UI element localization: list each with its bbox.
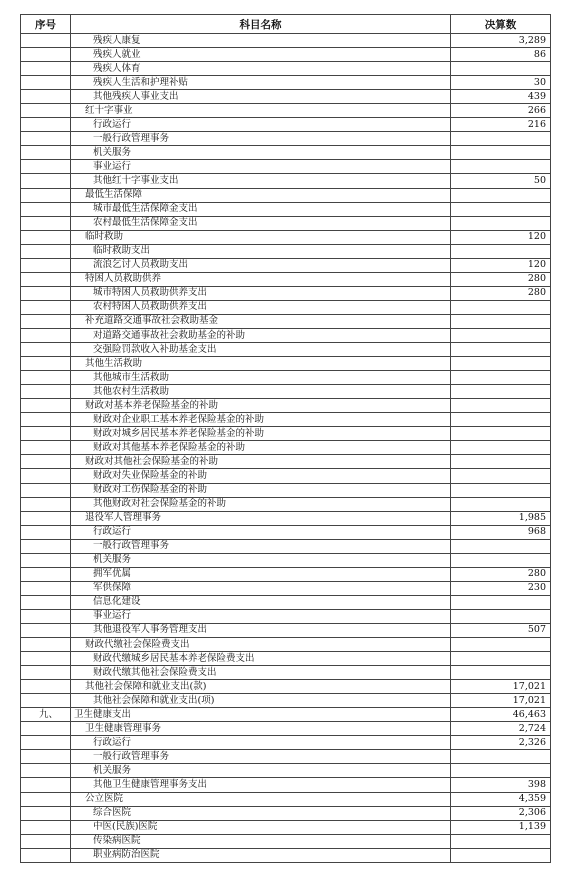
table-row bbox=[21, 525, 551, 539]
row-item-name: 机关服务 bbox=[71, 146, 451, 160]
row-amount: 120 bbox=[451, 258, 551, 272]
row-item-name: 财政对其他社会保险基金的补助 bbox=[71, 455, 451, 469]
table-row bbox=[21, 244, 551, 258]
row-index bbox=[21, 76, 71, 90]
row-item-name: 公立医院 bbox=[71, 792, 451, 806]
row-item-name: 财政对基本养老保险基金的补助 bbox=[71, 399, 451, 413]
row-item-name: 交强险罚款收入补助基金支出 bbox=[71, 343, 451, 357]
row-amount bbox=[451, 469, 551, 483]
row-index bbox=[21, 638, 71, 652]
row-item-name: 事业运行 bbox=[71, 160, 451, 174]
row-amount bbox=[451, 413, 551, 427]
row-index bbox=[21, 160, 71, 174]
row-index: 九、 bbox=[21, 708, 71, 722]
row-index bbox=[21, 90, 71, 104]
row-item-name: 对道路交通事故社会救助基金的补助 bbox=[71, 328, 451, 342]
table-row bbox=[21, 62, 551, 76]
row-index bbox=[21, 371, 71, 385]
row-item-name: 职业病防治医院 bbox=[71, 848, 451, 862]
row-item-name: 财政代缴城乡居民基本养老保险费支出 bbox=[71, 652, 451, 666]
budget-table bbox=[20, 14, 551, 863]
table-row bbox=[21, 623, 551, 637]
row-item-name: 残疾人体育 bbox=[71, 62, 451, 76]
row-index bbox=[21, 314, 71, 328]
table-row bbox=[21, 104, 551, 118]
table-row bbox=[21, 385, 551, 399]
row-amount bbox=[451, 385, 551, 399]
row-item-name: 其他城市生活救助 bbox=[71, 371, 451, 385]
row-item-name: 财政代缴社会保险费支出 bbox=[71, 638, 451, 652]
row-index bbox=[21, 750, 71, 764]
table-row bbox=[21, 806, 551, 820]
table-row bbox=[21, 455, 551, 469]
row-index bbox=[21, 34, 71, 48]
row-item-name: 军供保障 bbox=[71, 581, 451, 595]
table-row bbox=[21, 118, 551, 132]
row-amount: 120 bbox=[451, 230, 551, 244]
table-row bbox=[21, 483, 551, 497]
row-index bbox=[21, 609, 71, 623]
row-amount: 2,724 bbox=[451, 722, 551, 736]
table-row bbox=[21, 146, 551, 160]
table-row bbox=[21, 553, 551, 567]
table-row bbox=[21, 90, 551, 104]
row-amount bbox=[451, 497, 551, 511]
row-amount: 17,021 bbox=[451, 680, 551, 694]
row-item-name: 残疾人生活和护理补贴 bbox=[71, 76, 451, 90]
row-item-name: 一般行政管理事务 bbox=[71, 132, 451, 146]
row-item-name: 行政运行 bbox=[71, 736, 451, 750]
row-index bbox=[21, 694, 71, 708]
row-amount: 968 bbox=[451, 525, 551, 539]
table-row bbox=[21, 778, 551, 792]
table-row bbox=[21, 48, 551, 62]
row-item-name: 临时救助支出 bbox=[71, 244, 451, 258]
table-row bbox=[21, 343, 551, 357]
row-index bbox=[21, 244, 71, 258]
table-row bbox=[21, 427, 551, 441]
row-amount bbox=[451, 609, 551, 623]
row-item-name: 特困人员救助供养 bbox=[71, 272, 451, 286]
table-row bbox=[21, 652, 551, 666]
row-index bbox=[21, 623, 71, 637]
row-item-name: 拥军优属 bbox=[71, 567, 451, 581]
table-row bbox=[21, 834, 551, 848]
header-value: 决算数 bbox=[451, 15, 551, 34]
table-row bbox=[21, 511, 551, 525]
row-item-name: 流浪乞讨人员救助支出 bbox=[71, 258, 451, 272]
row-item-name: 一般行政管理事务 bbox=[71, 750, 451, 764]
row-index bbox=[21, 62, 71, 76]
row-amount bbox=[451, 62, 551, 76]
table-row bbox=[21, 848, 551, 862]
row-amount: 46,463 bbox=[451, 708, 551, 722]
table-row bbox=[21, 497, 551, 511]
table-row bbox=[21, 820, 551, 834]
table-row bbox=[21, 638, 551, 652]
table-row bbox=[21, 174, 551, 188]
row-amount: 4,359 bbox=[451, 792, 551, 806]
row-index bbox=[21, 399, 71, 413]
table-row bbox=[21, 595, 551, 609]
row-index bbox=[21, 834, 71, 848]
row-amount bbox=[451, 357, 551, 371]
row-amount bbox=[451, 455, 551, 469]
row-amount: 1,139 bbox=[451, 820, 551, 834]
row-index bbox=[21, 258, 71, 272]
row-item-name: 其他农村生活救助 bbox=[71, 385, 451, 399]
row-item-name: 城市特困人员救助供养支出 bbox=[71, 286, 451, 300]
table-row bbox=[21, 216, 551, 230]
row-item-name: 其他社会保障和就业支出(款) bbox=[71, 680, 451, 694]
row-amount bbox=[451, 427, 551, 441]
row-index bbox=[21, 680, 71, 694]
row-amount bbox=[451, 300, 551, 314]
table-row bbox=[21, 230, 551, 244]
row-amount bbox=[451, 483, 551, 497]
row-index bbox=[21, 188, 71, 202]
row-amount bbox=[451, 202, 551, 216]
row-item-name: 机关服务 bbox=[71, 764, 451, 778]
row-index bbox=[21, 525, 71, 539]
row-index bbox=[21, 118, 71, 132]
row-item-name: 农村特困人员救助供养支出 bbox=[71, 300, 451, 314]
row-index bbox=[21, 778, 71, 792]
table-row bbox=[21, 399, 551, 413]
row-index bbox=[21, 764, 71, 778]
table-row bbox=[21, 750, 551, 764]
table-row bbox=[21, 539, 551, 553]
table-row bbox=[21, 328, 551, 342]
table-row bbox=[21, 581, 551, 595]
row-item-name: 财政对企业职工基本养老保险基金的补助 bbox=[71, 413, 451, 427]
row-index bbox=[21, 230, 71, 244]
row-index bbox=[21, 553, 71, 567]
row-amount bbox=[451, 750, 551, 764]
row-amount: 50 bbox=[451, 174, 551, 188]
table-row bbox=[21, 188, 551, 202]
row-amount bbox=[451, 553, 551, 567]
table-row bbox=[21, 357, 551, 371]
table-header-row bbox=[21, 15, 551, 34]
table-row bbox=[21, 736, 551, 750]
row-amount: 507 bbox=[451, 623, 551, 637]
table-row bbox=[21, 694, 551, 708]
row-amount bbox=[451, 343, 551, 357]
row-item-name: 行政运行 bbox=[71, 525, 451, 539]
row-index bbox=[21, 666, 71, 680]
table-row bbox=[21, 160, 551, 174]
row-amount: 2,326 bbox=[451, 736, 551, 750]
table-row bbox=[21, 76, 551, 90]
row-amount: 216 bbox=[451, 118, 551, 132]
row-item-name: 其他财政对社会保险基金的补助 bbox=[71, 497, 451, 511]
row-index bbox=[21, 216, 71, 230]
row-item-name: 财政代缴其他社会保险费支出 bbox=[71, 666, 451, 680]
row-amount: 230 bbox=[451, 581, 551, 595]
table-row bbox=[21, 258, 551, 272]
row-amount: 266 bbox=[451, 104, 551, 118]
row-item-name: 残疾人康复 bbox=[71, 34, 451, 48]
row-index bbox=[21, 441, 71, 455]
row-amount bbox=[451, 328, 551, 342]
row-index bbox=[21, 792, 71, 806]
row-item-name: 财政对其他基本养老保险基金的补助 bbox=[71, 441, 451, 455]
row-amount bbox=[451, 764, 551, 778]
row-amount bbox=[451, 188, 551, 202]
table-row bbox=[21, 764, 551, 778]
row-item-name: 一般行政管理事务 bbox=[71, 539, 451, 553]
row-item-name: 卫生健康管理事务 bbox=[71, 722, 451, 736]
table-row bbox=[21, 202, 551, 216]
row-amount bbox=[451, 652, 551, 666]
table-row bbox=[21, 300, 551, 314]
row-amount: 280 bbox=[451, 567, 551, 581]
table-row bbox=[21, 286, 551, 300]
row-item-name: 事业运行 bbox=[71, 609, 451, 623]
row-amount bbox=[451, 834, 551, 848]
row-index bbox=[21, 455, 71, 469]
row-amount: 2,306 bbox=[451, 806, 551, 820]
row-index bbox=[21, 104, 71, 118]
row-item-name: 残疾人就业 bbox=[71, 48, 451, 62]
row-index bbox=[21, 174, 71, 188]
row-index bbox=[21, 413, 71, 427]
row-item-name: 其他红十字事业支出 bbox=[71, 174, 451, 188]
row-amount: 280 bbox=[451, 286, 551, 300]
row-item-name: 传染病医院 bbox=[71, 834, 451, 848]
row-amount bbox=[451, 160, 551, 174]
row-amount: 439 bbox=[451, 90, 551, 104]
row-index bbox=[21, 497, 71, 511]
row-amount: 17,021 bbox=[451, 694, 551, 708]
row-amount bbox=[451, 132, 551, 146]
row-item-name: 信息化建设 bbox=[71, 595, 451, 609]
table-row bbox=[21, 441, 551, 455]
row-amount bbox=[451, 595, 551, 609]
row-index bbox=[21, 146, 71, 160]
table-row bbox=[21, 792, 551, 806]
row-amount bbox=[451, 314, 551, 328]
row-index bbox=[21, 328, 71, 342]
row-amount bbox=[451, 539, 551, 553]
row-index bbox=[21, 48, 71, 62]
row-index bbox=[21, 272, 71, 286]
row-index bbox=[21, 652, 71, 666]
row-item-name: 其他社会保障和就业支出(项) bbox=[71, 694, 451, 708]
table-row bbox=[21, 708, 551, 722]
row-amount: 86 bbox=[451, 48, 551, 62]
row-index bbox=[21, 202, 71, 216]
table-row bbox=[21, 567, 551, 581]
row-amount bbox=[451, 371, 551, 385]
table-body bbox=[21, 34, 551, 863]
row-index bbox=[21, 469, 71, 483]
row-amount bbox=[451, 441, 551, 455]
table-row bbox=[21, 34, 551, 48]
table-row bbox=[21, 132, 551, 146]
row-amount: 3,289 bbox=[451, 34, 551, 48]
row-item-name: 其他生活救助 bbox=[71, 357, 451, 371]
row-item-name: 其他退役军人事务管理支出 bbox=[71, 623, 451, 637]
row-item-name: 退役军人管理事务 bbox=[71, 511, 451, 525]
row-index bbox=[21, 511, 71, 525]
row-index bbox=[21, 581, 71, 595]
row-amount bbox=[451, 216, 551, 230]
row-index bbox=[21, 343, 71, 357]
row-item-name: 最低生活保障 bbox=[71, 188, 451, 202]
row-index bbox=[21, 820, 71, 834]
row-item-name: 综合医院 bbox=[71, 806, 451, 820]
row-item-name: 财政对失业保险基金的补助 bbox=[71, 469, 451, 483]
header-index: 序号 bbox=[21, 15, 71, 34]
row-amount bbox=[451, 399, 551, 413]
row-index bbox=[21, 483, 71, 497]
row-amount bbox=[451, 638, 551, 652]
row-index bbox=[21, 286, 71, 300]
table-row bbox=[21, 371, 551, 385]
row-index bbox=[21, 848, 71, 862]
row-item-name: 红十字事业 bbox=[71, 104, 451, 118]
row-amount bbox=[451, 244, 551, 258]
row-item-name: 机关服务 bbox=[71, 553, 451, 567]
table-row bbox=[21, 609, 551, 623]
table-row bbox=[21, 469, 551, 483]
row-item-name: 其他残疾人事业支出 bbox=[71, 90, 451, 104]
row-index bbox=[21, 357, 71, 371]
table-row bbox=[21, 272, 551, 286]
row-item-name: 行政运行 bbox=[71, 118, 451, 132]
row-index bbox=[21, 567, 71, 581]
table-row bbox=[21, 722, 551, 736]
row-item-name: 补充道路交通事故社会救助基金 bbox=[71, 314, 451, 328]
row-index bbox=[21, 132, 71, 146]
header-name: 科目名称 bbox=[71, 15, 451, 34]
row-item-name: 农村最低生活保障金支出 bbox=[71, 216, 451, 230]
row-item-name: 临时救助 bbox=[71, 230, 451, 244]
table-row bbox=[21, 413, 551, 427]
row-amount bbox=[451, 666, 551, 680]
row-item-name: 城市最低生活保障金支出 bbox=[71, 202, 451, 216]
row-item-name: 财政对城乡居民基本养老保险基金的补助 bbox=[71, 427, 451, 441]
row-amount bbox=[451, 146, 551, 160]
row-item-name: 中医(民族)医院 bbox=[71, 820, 451, 834]
row-index bbox=[21, 595, 71, 609]
row-item-name: 卫生健康支出 bbox=[71, 708, 451, 722]
row-index bbox=[21, 300, 71, 314]
table-row bbox=[21, 666, 551, 680]
row-index bbox=[21, 736, 71, 750]
row-item-name: 财政对工伤保险基金的补助 bbox=[71, 483, 451, 497]
row-amount bbox=[451, 848, 551, 862]
row-index bbox=[21, 427, 71, 441]
row-index bbox=[21, 385, 71, 399]
table-row bbox=[21, 314, 551, 328]
table-row bbox=[21, 680, 551, 694]
row-amount: 398 bbox=[451, 778, 551, 792]
row-index bbox=[21, 539, 71, 553]
row-item-name: 其他卫生健康管理事务支出 bbox=[71, 778, 451, 792]
row-amount: 1,985 bbox=[451, 511, 551, 525]
row-amount: 30 bbox=[451, 76, 551, 90]
budget-table-sheet bbox=[20, 14, 550, 863]
row-index bbox=[21, 722, 71, 736]
row-index bbox=[21, 806, 71, 820]
row-amount: 280 bbox=[451, 272, 551, 286]
